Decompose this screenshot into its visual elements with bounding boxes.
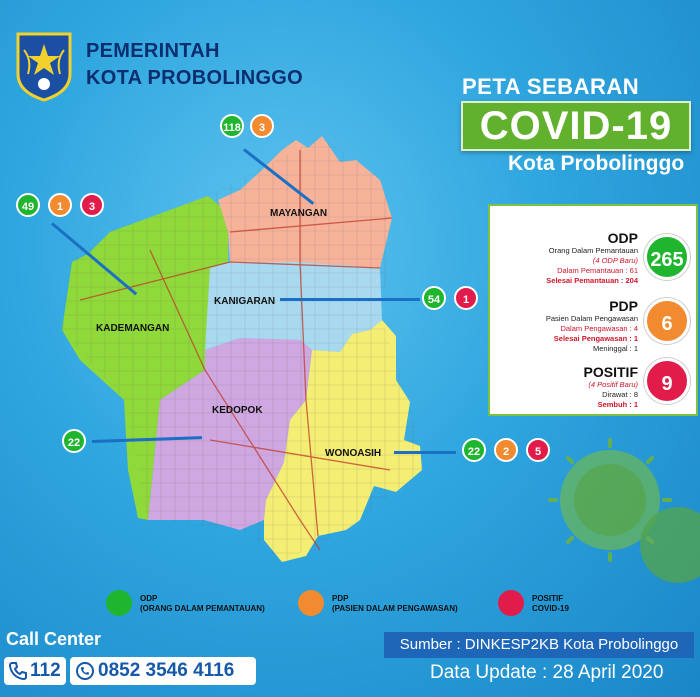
pdp-died: Meninggal : 1 bbox=[592, 344, 638, 353]
positif-note: (4 Positif Baru) bbox=[588, 380, 638, 389]
pdp-title: PDP bbox=[609, 298, 638, 314]
legend-positif bbox=[532, 594, 569, 614]
badge-odp-mayangan: 118 bbox=[220, 114, 244, 138]
legend-pdp-line2: (PASIEN DALAM PENGAWASAN) bbox=[332, 604, 458, 613]
odp-total: 265 bbox=[644, 234, 690, 280]
pdp-done: Selesai Pengawasan : 1 bbox=[553, 334, 638, 343]
badge-pdp-kademangan: 1 bbox=[48, 193, 72, 217]
phone-icon bbox=[8, 661, 28, 681]
legend-odp-dot bbox=[106, 590, 132, 616]
call-center-title: Call Center bbox=[6, 629, 102, 649]
legend-odp-line1: ODP bbox=[140, 594, 158, 603]
legend-positif-line2: COVID-19 bbox=[532, 604, 569, 613]
district-label-kanigaran: KANIGARAN bbox=[214, 296, 276, 307]
covid-title: COVID-19 bbox=[461, 101, 691, 151]
phone-number: 0852 3546 4116 bbox=[98, 660, 235, 681]
phone-number-pill[interactable] bbox=[70, 657, 256, 685]
pdp-total: 6 bbox=[644, 298, 690, 344]
badge-odp-kademangan: 49 bbox=[16, 193, 40, 217]
badge-positif-kademangan: 3 bbox=[80, 193, 104, 217]
odp-monitoring: Dalam Pemantauan : 61 bbox=[557, 266, 638, 275]
odp-note: (4 ODP Baru) bbox=[592, 256, 638, 265]
odp-done: Selesai Pemantauan : 204 bbox=[546, 276, 638, 285]
legend-pdp-line1: PDP bbox=[332, 594, 349, 603]
gov-line1: PEMERINTAH bbox=[86, 40, 220, 62]
district-label-wonoasih: WONOASIH bbox=[325, 448, 382, 459]
badge-pdp-mayangan: 3 bbox=[250, 114, 274, 138]
legend-pdp bbox=[332, 594, 458, 614]
stats-panel bbox=[488, 204, 698, 416]
leader-line-kanigaran bbox=[280, 298, 420, 301]
badge-odp-wonoasih: 22 bbox=[462, 438, 486, 462]
legend-pdp-dot bbox=[298, 590, 324, 616]
badge-odp-kanigaran: 54 bbox=[422, 286, 446, 310]
district-label-kademangan: KADEMANGAN bbox=[96, 323, 170, 334]
data-source: Sumber : DINKESP2KB Kota Probolinggo bbox=[384, 632, 694, 658]
positif-treated: Dirawat : 8 bbox=[602, 390, 638, 399]
badge-odp-kedopok: 22 bbox=[62, 429, 86, 453]
emergency-number-pill[interactable] bbox=[4, 657, 66, 685]
data-update: Data Update : 28 April 2020 bbox=[430, 662, 664, 683]
odp-title: ODP bbox=[607, 230, 638, 246]
odp-desc: Orang Dalam Pemantauan bbox=[548, 246, 638, 255]
legend-positif-dot bbox=[498, 590, 524, 616]
badge-positif-kanigaran: 1 bbox=[454, 286, 478, 310]
badge-pdp-wonoasih: 2 bbox=[494, 438, 518, 462]
legend-odp-line2: (ORANG DALAM PEMANTAUAN) bbox=[140, 604, 265, 613]
virus-icon bbox=[550, 440, 700, 583]
pdp-monitoring: Dalam Pengawasan : 4 bbox=[560, 324, 638, 333]
positif-recovered: Sembuh : 1 bbox=[597, 400, 638, 409]
gov-line2: KOTA PROBOLINGGO bbox=[86, 67, 304, 89]
legend-odp bbox=[140, 594, 265, 614]
positif-title: POSITIF bbox=[583, 364, 638, 380]
legend-positif-line1: POSITIF bbox=[532, 594, 564, 603]
peta-title: PETA SEBARAN bbox=[462, 74, 640, 99]
city-subtitle: Kota Probolinggo bbox=[508, 152, 685, 175]
district-label-kedopok: KEDOPOK bbox=[212, 405, 263, 416]
badge-positif-wonoasih: 5 bbox=[526, 438, 550, 462]
leader-line-wonoasih bbox=[394, 451, 456, 454]
pdp-desc: Pasien Dalam Pengawasan bbox=[545, 314, 638, 323]
district-label-mayangan: MAYANGAN bbox=[270, 208, 328, 219]
whatsapp-icon bbox=[75, 661, 95, 681]
positif-total: 9 bbox=[644, 358, 690, 404]
emergency-number: 112 bbox=[30, 660, 61, 681]
